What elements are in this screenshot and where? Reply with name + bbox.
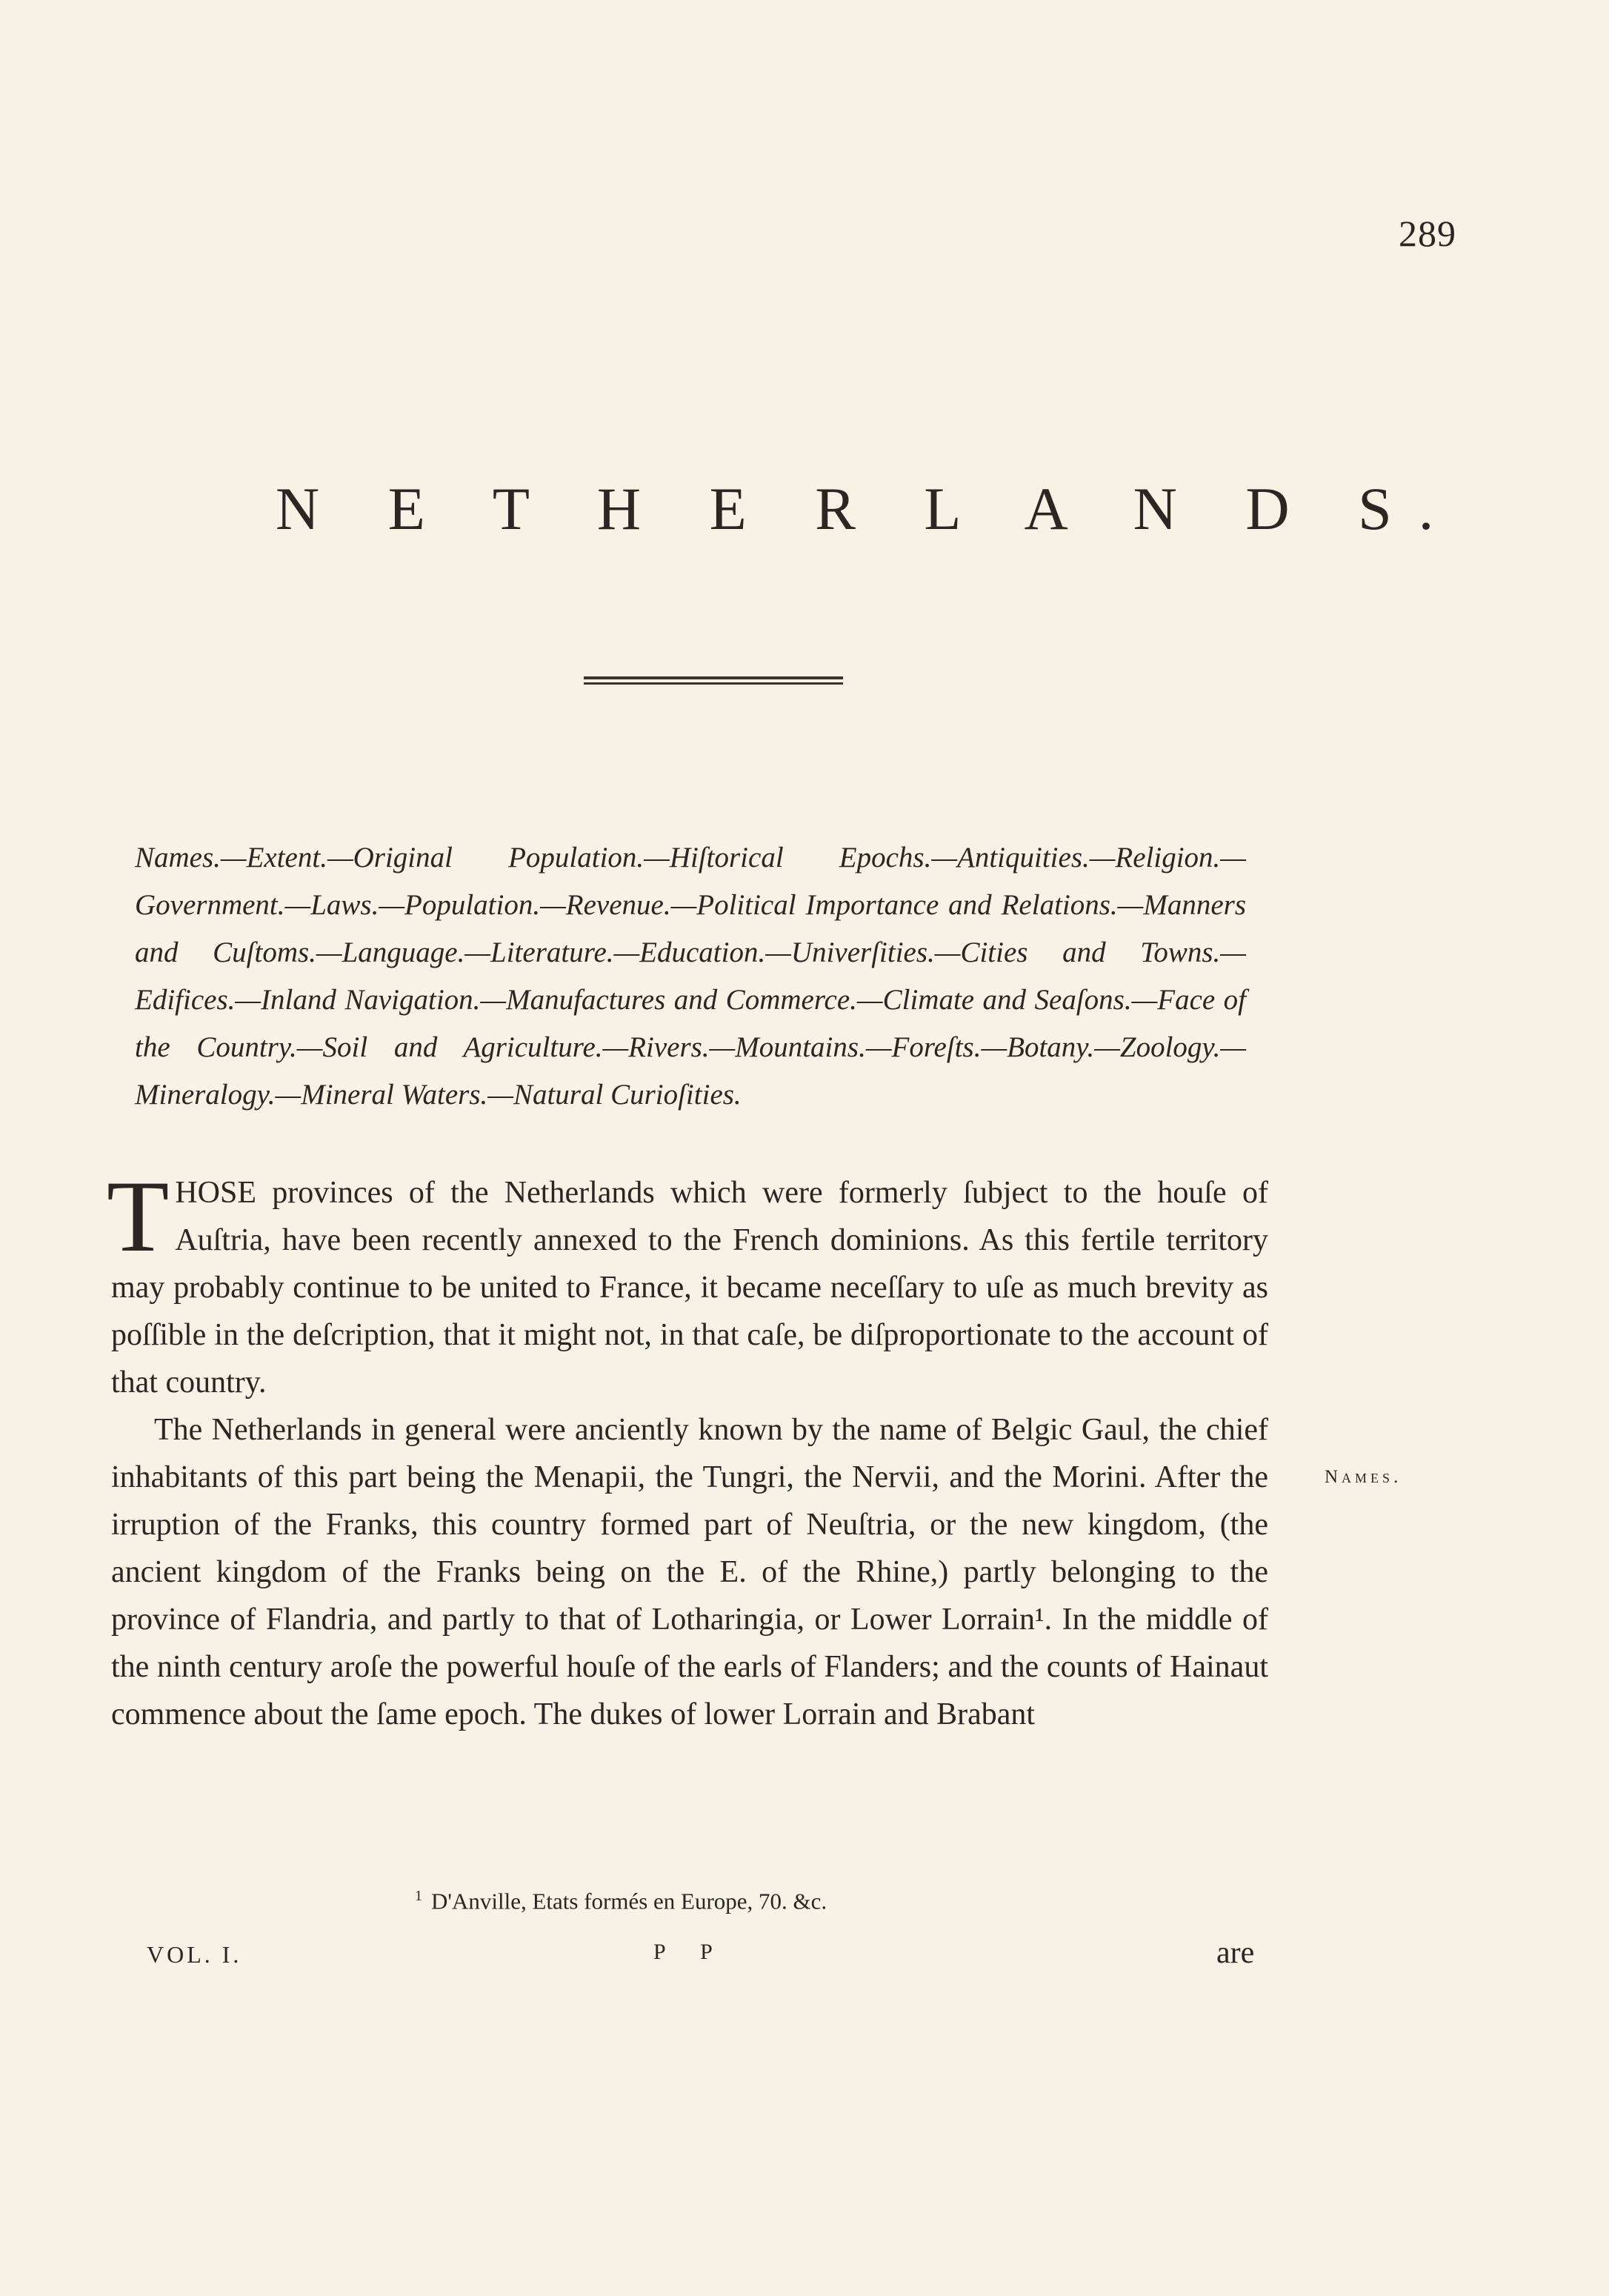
catchword: are <box>1216 1936 1255 1970</box>
volume-signature: VOL. I. <box>147 1941 242 1968</box>
signature-mark: P P <box>653 1940 727 1964</box>
title-rule-divider <box>584 676 843 688</box>
chapter-title: N E T H E R L A N D S. <box>276 475 1461 542</box>
page-number: 289 <box>1399 213 1456 254</box>
rule-line-bottom <box>584 682 843 685</box>
footnote-text: D'Anville, Etats formés en Europe, 70. &c. <box>431 1888 827 1914</box>
footnote <box>415 1888 1007 1914</box>
paragraph-1: THOSE provinces of the Netherlands which were formerly ſubject to the houſe of Auſtria, have been recently annexed to the French dominions. As this fertile territory may probably continue to be united to France, it became neceſſary to uſe as much brevity as poſſible in the deſcription, that it might not, in that caſe, be diſproportionate to the account of that country. <box>107 1159 1268 1400</box>
chapter-synopsis: Names.—Extent.—Original Population.—Hiſtorical Epochs.—Antiquities.—Religion.—Government.—Laws.—Population.—Revenue.—Political Importance and Relations.—Manners and Cuſtoms.—Language.—Literature.—Education.—Univerſities.—Cities and Towns.—Edifices.—Inland Navigation.—Manufactures and Commerce.—Climate and Seaſons.—Face of the Country.—Soil and Agriculture.—Rivers.—Mountains.—Foreſts.—Botany.—Zoology.—Mineralogy.—Mineral Waters.—Natural Curioſities. <box>135 842 1246 1111</box>
footnote-marker: 1 <box>415 1888 422 1904</box>
rule-line-top <box>584 676 843 679</box>
paragraph-2: The Netherlands in general were anciently known by the name of Belgic Gaul, the chief inhabitants of this part being the Menapii, the Tungri, the Nervii, and the Morini. After the irruption of the Franks, this country formed part of Neuſtria, or the new kingdom, (the ancient kingdom of the Franks being on the E. of the Rhine,) partly belonging to the province of Flandria, and partly to that of Lotharingia, or Lower Lorrain¹. In the middle of the ninth century aroſe the powerful houſe of the earls of Flanders; and the counts of Hainaut commence about the ſame epoch. The dukes of lower Lorrain and Brabant <box>111 1413 1268 1731</box>
margin-note-names: Names. <box>1325 1467 1402 1487</box>
body-text <box>107 1159 1268 1738</box>
